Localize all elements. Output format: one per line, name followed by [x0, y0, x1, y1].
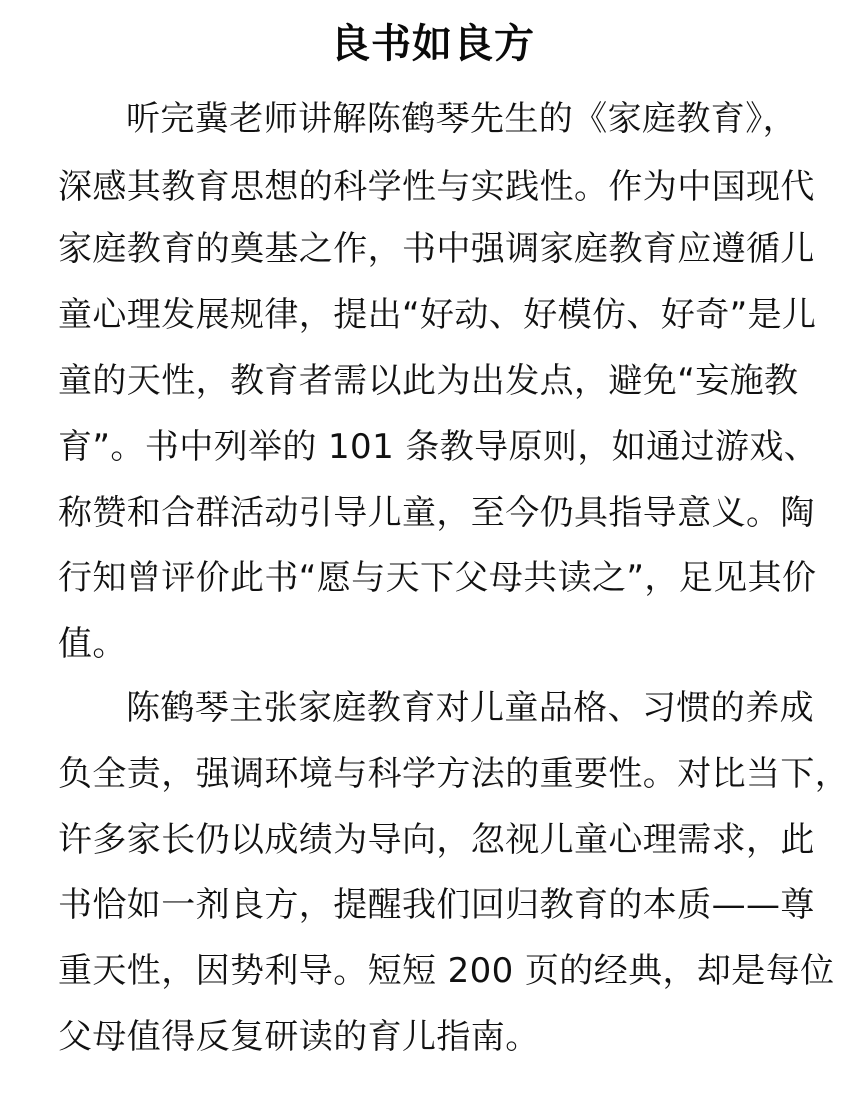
- paragraph-line: 童的天性，教育者需以此为出发点，避免“妄施教: [58, 361, 799, 401]
- paragraph-line: 重天性，因势利导。短短 200 页的经典，却是每位: [58, 951, 835, 991]
- paragraph-line: 书恰如一剂良方，提醒我们回归教育的本质——尊: [58, 885, 815, 925]
- paragraph-line: 许多家长仍以成绩为导向，忽视儿童心理需求，此: [58, 820, 815, 860]
- paragraph-line: 育”。书中列举的 101 条教导原则，如通过游戏、: [58, 427, 819, 467]
- paragraph-line: 负全责，强调环境与科学方法的重要性。对比当下，: [58, 754, 850, 794]
- paragraph-line: 值。: [58, 624, 127, 664]
- document-title: 良书如良方: [330, 21, 535, 67]
- paragraph-line: 行知曾评价此书“愿与天下父母共读之”，足见其价: [58, 558, 817, 598]
- paragraph-line: 称赞和合群活动引导儿童，至今仍具指导意义。陶: [58, 493, 815, 533]
- paragraph-line: 家庭教育的奠基之作，书中强调家庭教育应遵循儿: [58, 229, 815, 269]
- paragraph-line: 父母值得反复研读的育儿指南。: [58, 1017, 540, 1057]
- paragraph-line: 深感其教育思想的科学性与实践性。作为中国现代: [58, 167, 815, 207]
- paragraph-line: 陈鹤琴主张家庭教育对儿童品格、习惯的养成: [126, 688, 814, 728]
- paragraph-line: 听完冀老师讲解陈鹤琴先生的《家庭教育》，: [126, 99, 797, 139]
- paragraph-line: 童心理发展规律，提出“好动、好模仿、好奇”是儿: [58, 295, 817, 335]
